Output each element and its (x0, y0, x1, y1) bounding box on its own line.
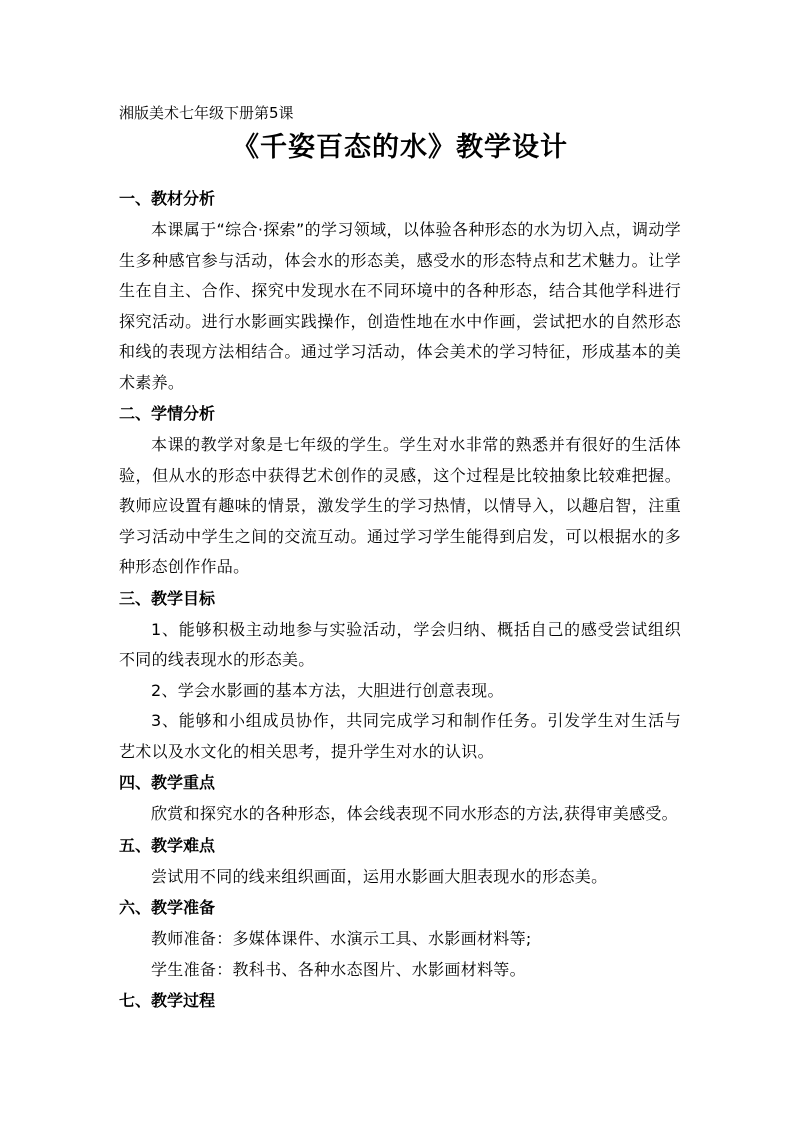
teacher-preparation: 教师准备：多媒体课件、水演示工具、水影画材料等; (151, 929, 532, 948)
section-heading: 四、教学重点 (119, 773, 216, 792)
section-paragraph: 本课属于“综合·探索”的学习领域，以体验各种形态的水为切入点，调动学生多种感官参与活动，体会水的形态美，感受水的形态特点和艺术魅力。让学生在自主、合作、探究中发现水在不同环境中的各种形态，结合其他学科进行探究活动。进行水影画实践操作，创造性地在水中作画，尝试把水的自然形态和线的表现方法相结合。通过学习活动，体会美术的学习特征，形成基本的美术素养。 (119, 220, 681, 392)
section-heading: 六、教学准备 (119, 898, 216, 917)
section-heading: 二、学情分析 (119, 404, 216, 423)
goal-item: 2、学会水影画的基本方法，大胆进行创意表现。 (151, 680, 504, 700)
goal-item: 1、能够积极主动地参与实验活动，学会归纳、概括自己的感受尝试组织不同的线表现水的形态美。 (119, 619, 681, 669)
student-preparation: 学生准备：教科书、各种水态图片、水影画材料等。 (151, 959, 526, 979)
section-heading: 五、教学难点 (119, 835, 216, 855)
goal-item: 3、能够和小组成员协作，共同完成学习和制作任务。引发学生对生活与艺术以及水文化的相关思考，提升学生对水的认识。 (119, 711, 681, 761)
section-teaching-goals (119, 583, 681, 768)
section-paragraph: 本课的教学对象是七年级的学生。学生对水非常的熟悉并有很好的生活体验，但从水的形态中获得艺术创作的灵感，这个过程是比较抽象比较难把握。教师应设置有趣味的情景，激发学生的学习热情，以情导入，以趣启智，注重学习活动中学生之间的交流互动。通过学习学生能得到启发，可以根据水的多种形态创作作品。 (119, 435, 681, 576)
section-heading: 一、教材分析 (119, 189, 216, 208)
page-title: 《千姿百态的水》教学设计 (232, 132, 568, 163)
section-preparation (119, 892, 681, 985)
section-heading: 三、教学目标 (119, 588, 216, 608)
section-key-points (119, 767, 681, 830)
section-textbook-analysis (119, 183, 681, 398)
section-paragraph: 尝试用不同的线来组织画面，运用水影画大胆表现水的形态美。 (151, 866, 608, 886)
section-heading: 七、教学过程 (119, 991, 216, 1010)
section-paragraph: 欣赏和探究水的各种形态，体会线表现不同水形态的方法,获得审美感受。 (151, 804, 678, 823)
section-learner-analysis (119, 398, 681, 583)
document-body (119, 101, 681, 1017)
pretitle: 湘版美术七年级下册第5课 (119, 104, 294, 122)
section-difficulties (119, 830, 681, 893)
section-teaching-process (119, 985, 681, 1017)
